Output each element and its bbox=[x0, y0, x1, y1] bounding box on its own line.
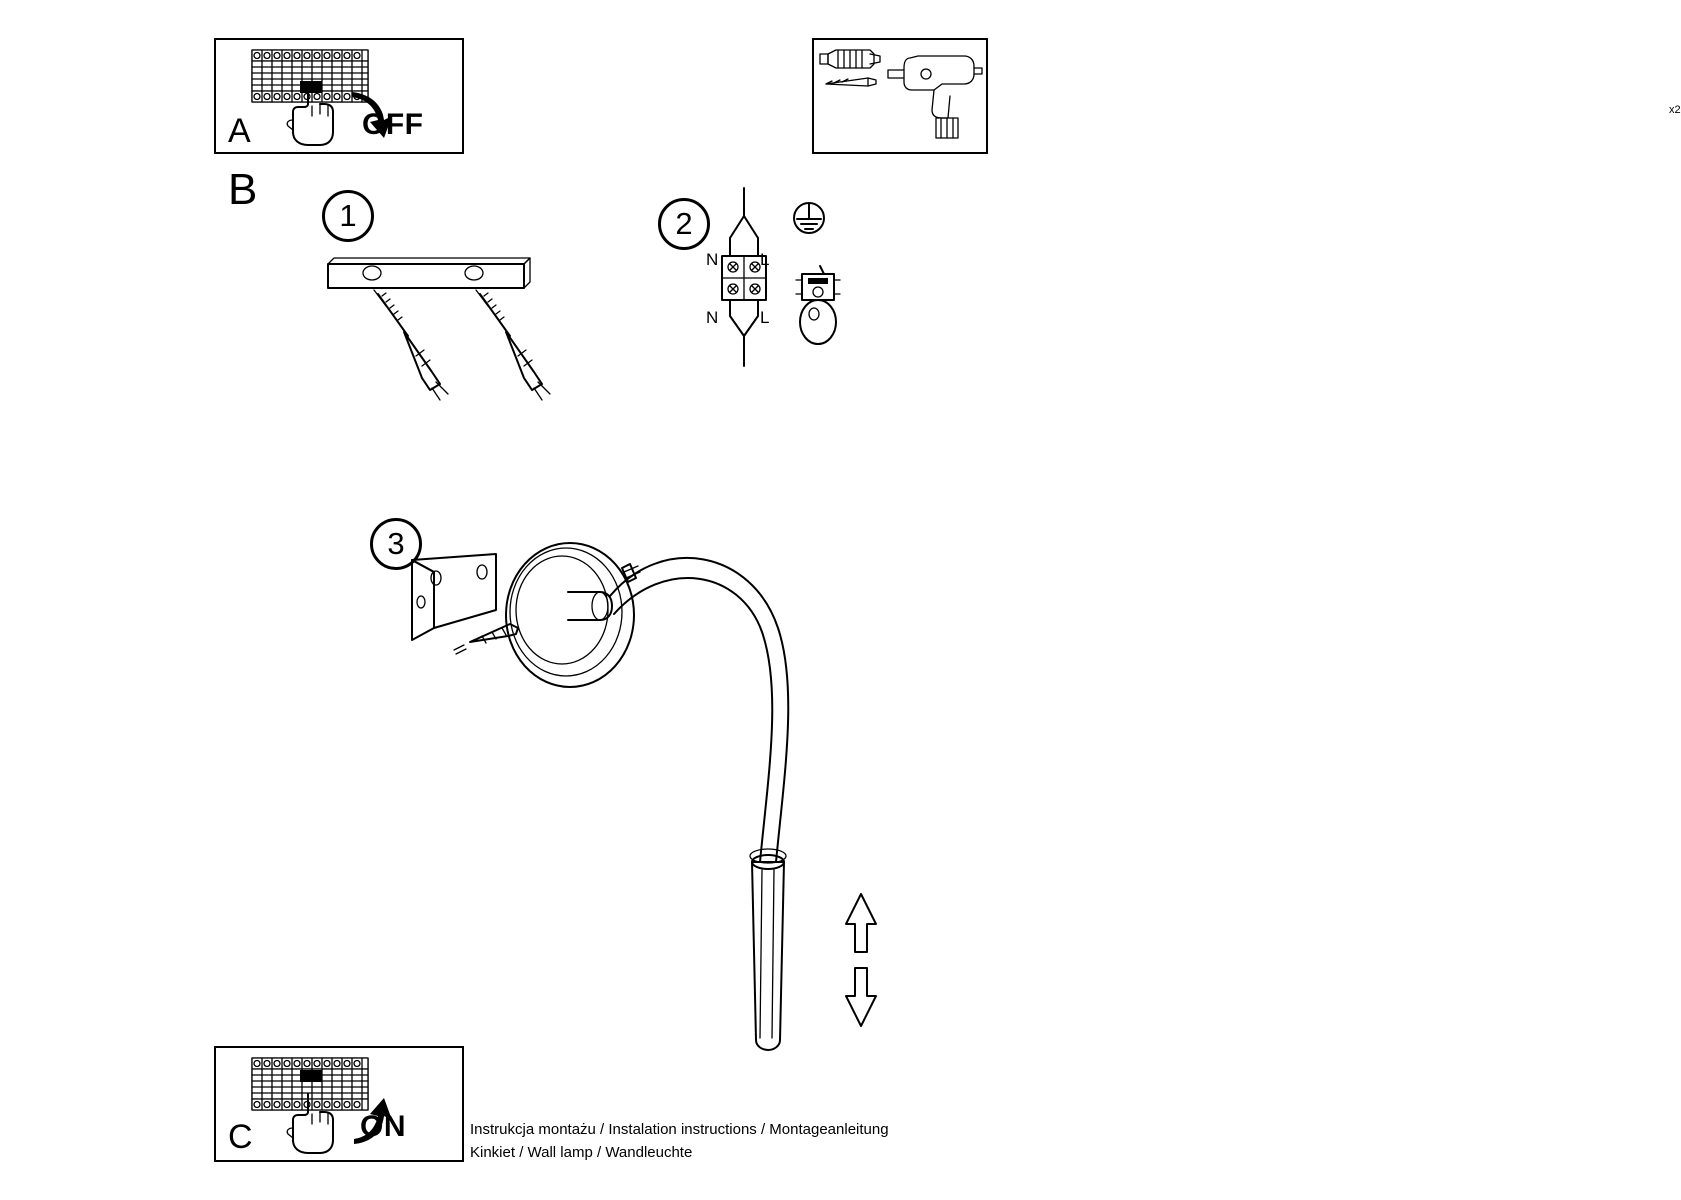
drill-icon bbox=[888, 56, 982, 138]
caption-line-1: Instrukcja montażu / Instalation instructions / Montageanleitung bbox=[470, 1121, 889, 1138]
footer-caption bbox=[470, 1118, 990, 1165]
tools-quantity-label: x2 bbox=[1669, 104, 1681, 116]
circuit-breaker-hand-icon bbox=[216, 1048, 462, 1160]
wire-connector-icon bbox=[790, 262, 852, 358]
step-a-letter: A bbox=[228, 112, 251, 150]
wall-plug-icon bbox=[820, 50, 880, 68]
terminal-label-l-top: L bbox=[760, 250, 770, 269]
circuit-breaker-hand-icon bbox=[216, 40, 462, 152]
caption-line-2: Kinkiet / Wall lamp / Wandleuchte bbox=[470, 1144, 693, 1162]
step-c-label: ON bbox=[360, 1110, 406, 1143]
step-a-panel bbox=[214, 38, 464, 154]
substep-2-number: 2 bbox=[658, 198, 710, 250]
step-b-letter: B bbox=[228, 165, 258, 214]
terminal-label-n-top: N bbox=[706, 250, 719, 269]
substep-1-number: 1 bbox=[322, 190, 374, 242]
step-a-label: OFF bbox=[362, 108, 424, 141]
substep-3-number: 3 bbox=[370, 518, 422, 570]
wall-bracket-screws-icon bbox=[312, 248, 592, 448]
step-c-letter: C bbox=[228, 1118, 253, 1156]
tools-panel bbox=[812, 38, 1681, 154]
double-arrow-vertical-icon bbox=[836, 890, 886, 1030]
earth-ground-icon bbox=[784, 198, 834, 246]
terminal-label-l-bottom: L bbox=[760, 308, 770, 327]
screw-icon bbox=[826, 78, 876, 86]
terminal-label-n-bottom: N bbox=[706, 308, 719, 327]
